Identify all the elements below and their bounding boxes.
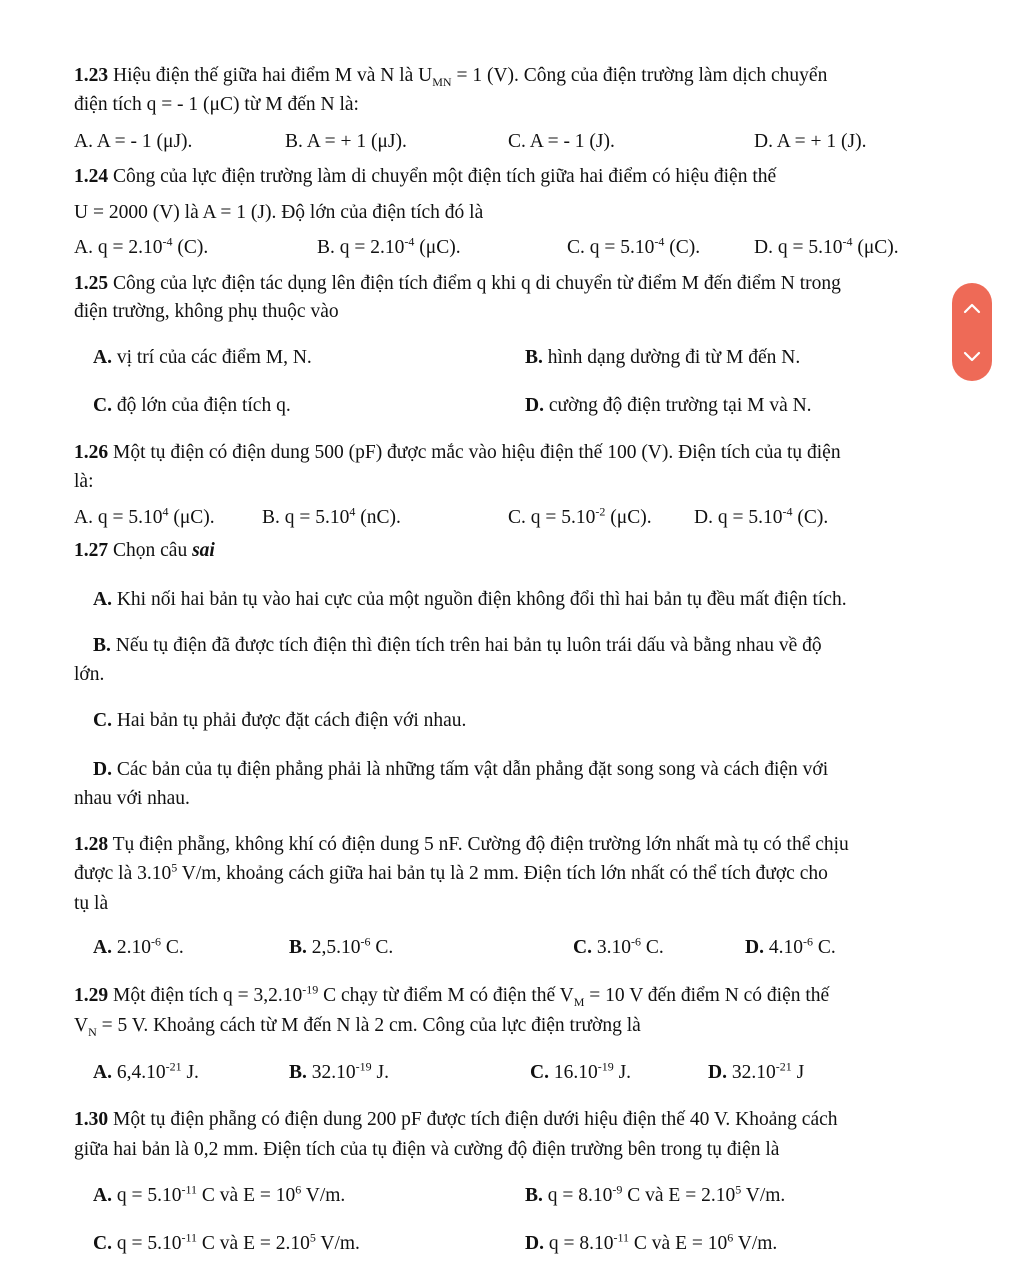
question-1-29-line1: 1.29 Một điện tích $q = 3,2.10^{-19}$ C chạy từ điểm M có điện thế $V_M = 10$ V đến điểm N có điện thế — [74, 982, 830, 1009]
question-1-28-line3: tụ là — [74, 893, 109, 914]
question-1-30-line2: giữa hai bản là 0,2 mm. Điện tích của tụ điện và cường độ điện trường bên trong tụ điện là — [74, 1139, 780, 1160]
option-1-23-a: A. A = - 1 (μJ). — [74, 131, 193, 152]
option-1-26-d: D. $q = 5.10^{-4}$ (C). — [694, 504, 829, 528]
question-1-25-line1: 1.25 Công của lực điện tác dụng lên điện tích điểm q khi q di chuyển từ điểm M đến điểm N trong — [74, 273, 841, 294]
option-1-28-b: B. $2,5.10^{-6}$ C. — [289, 934, 394, 958]
question-1-29-line2: $V_N = 5$ V. Khoảng cách từ M đến N là 2 cm. Công của lực điện trường là — [74, 1015, 641, 1039]
option-1-24-c: C. $q = 5.10^{-4}$ (C). — [567, 234, 701, 258]
option-1-23-d: D. A = + 1 (J). — [754, 131, 867, 152]
option-1-28-a: A. $2.10^{-6}$ C. — [93, 934, 184, 958]
option-1-23-b: B. A = + 1 (μJ). — [285, 131, 407, 152]
question-1-30-line1: 1.30 Một tụ điện phẵng có điện dung 200 pF được tích điện dưới hiệu điện thế 40 V. Khoảng cách — [74, 1109, 838, 1130]
question-1-23-line1: 1.23 Hiệu điện thế giữa hai điểm M và N là $U_{MN} = 1$ (V). Công của điện trường làm dịch chuyển — [74, 65, 828, 89]
option-1-27-c: C. Hai bản tụ phải được đặt cách điện với nhau. — [93, 710, 467, 731]
previous-page-button[interactable] — [952, 288, 992, 328]
option-1-24-a: A. $q = 2.10^{-4}$ (C). — [74, 234, 209, 258]
option-1-26-b: B. $q = 5.10^4$ (nC). — [262, 504, 401, 528]
chevron-up-icon — [963, 302, 981, 314]
option-1-27-b-cont: lớn. — [74, 664, 105, 685]
option-1-25-a: A. vị trí của các điểm M, N. — [93, 347, 312, 368]
question-1-27-title: 1.27 Chọn câu sai — [74, 540, 215, 561]
option-1-28-d: D. $4.10^{-6}$ C. — [745, 934, 836, 958]
option-1-26-c: C. $q = 5.10^{-2}$ (μC). — [508, 504, 652, 528]
question-1-28-line2: được là 3.10$^5$ V/m, khoảng cách giữa hai bản tụ là 2 mm. Điện tích lớn nhất có thể tích được cho — [74, 860, 828, 884]
option-1-29-b: B. $32.10^{-19}$ J. — [289, 1059, 389, 1083]
option-1-27-d-cont: nhau với nhau. — [74, 788, 190, 809]
option-1-25-b: B. hình dạng dường đi từ M đến N. — [525, 347, 801, 368]
question-1-24-line2: U = 2000 (V) là A = 1 (J). Độ lớn của điện tích đó là — [74, 202, 484, 223]
option-1-30-b: B. $q = 8.10^{-9}$ C và $E = 2.10^5$ V/m. — [525, 1182, 786, 1206]
option-1-25-d: D. cường độ điện trường tại M và N. — [525, 395, 812, 416]
option-1-30-a: A. $q = 5.10^{-11}$ C và $E = 10^6$ V/m. — [93, 1182, 346, 1206]
option-1-27-a: A. Khi nối hai bản tụ vào hai cực của một nguồn điện không đổi thì hai bản tụ đều mất điện tích. — [93, 589, 847, 610]
question-1-23-line2: điện tích q = - 1 (μC) từ M đến N là: — [74, 94, 359, 115]
option-1-28-c: C. $3.10^{-6}$ C. — [573, 934, 664, 958]
next-page-button[interactable] — [952, 337, 992, 377]
option-1-26-a: A. $q = 5.10^4$ (μC). — [74, 504, 215, 528]
option-1-29-d: D. $32.10^{-21}$ J — [708, 1059, 805, 1083]
option-1-24-d: D. $q = 5.10^{-4}$ (μC). — [754, 234, 899, 258]
option-1-24-b: B. $q = 2.10^{-4}$ (μC). — [317, 234, 461, 258]
question-1-25-line2: điện trường, không phụ thuộc vào — [74, 301, 339, 322]
option-1-30-c: C. $q = 5.10^{-11}$ C và $E = 2.10^5$ V/m. — [93, 1230, 360, 1254]
option-1-27-d: D. Các bản của tụ điện phẳng phải là những tấm vật dẫn phẳng đặt song song và cách điện với — [93, 759, 829, 780]
question-1-26-line1: 1.26 Một tụ điện có điện dung 500 (pF) được mắc vào hiệu điện thế 100 (V). Điện tích của tụ điện — [74, 442, 841, 463]
option-1-25-c: C. độ lớn của điện tích q. — [93, 395, 291, 416]
option-1-29-a: A. $6,4.10^{-21}$ J. — [93, 1059, 199, 1083]
page-nav-pill — [952, 283, 992, 381]
option-1-23-c: C. A = - 1 (J). — [508, 131, 615, 152]
option-1-29-c: C. $16.10^{-19}$ J. — [530, 1059, 632, 1083]
question-1-28-line1: 1.28 Tụ điện phẵng, không khí có điện dung 5 nF. Cường độ điện trường lớn nhất mà tụ có thể chịu — [74, 834, 849, 855]
option-1-30-d: D. $q = 8.10^{-11}$ C và $E = 10^6$ V/m. — [525, 1230, 778, 1254]
chevron-down-icon — [963, 351, 981, 363]
question-1-26-line2: là: — [74, 471, 94, 492]
option-1-27-b: B. Nếu tụ điện đã được tích điện thì điện tích trên hai bản tụ luôn trái dấu và bằng nhau về độ — [93, 635, 822, 656]
question-1-24-line1: 1.24 Công của lực điện trường làm di chuyển một điện tích giữa hai điểm có hiệu điện thế — [74, 166, 777, 187]
